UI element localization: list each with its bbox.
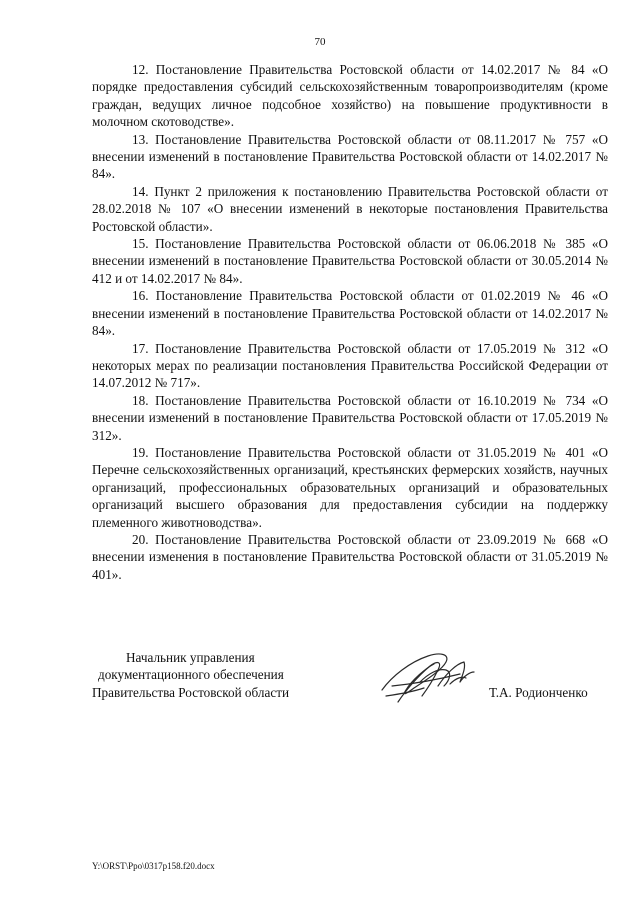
list-item-18: 18. Постановление Правительства Ростовской области от 16.10.2019 № 734 «О внесении изменений в постановление Правительства Ростовской области от 17.05.2019 № 312».	[92, 392, 608, 443]
signatory-name: Т.А. Родионченко	[489, 685, 588, 700]
file-path: Y:\ORST\Ppo\0317p158.f20.docx	[92, 861, 215, 871]
decree-list	[92, 61, 608, 583]
page-number: 70	[314, 36, 326, 48]
list-item-16: 16. Постановление Правительства Ростовской области от 01.02.2019 № 46 «О внесении изменений в постановление Правительства Ростовской области от 14.02.2017 № 84».	[92, 288, 608, 339]
list-item-20: 20. Постановление Правительства Ростовской области от 23.09.2019 № 668 «О внесении изменения в постановление Правительства Ростовской области от 31.05.2019 № 401».	[92, 531, 608, 582]
signatory-title-line-3: Правительства Ростовской области	[92, 684, 290, 700]
signatory-title-line-2: документационного обеспечения	[98, 667, 284, 683]
list-item-17: 17. Постановление Правительства Ростовской области от 17.05.2019 № 312 «О некоторых мерах по реализации постановления Правительства Российской Федерации от 14.07.2012 № 717».	[92, 340, 608, 391]
handwritten-signature	[376, 646, 480, 710]
list-item-19: 19. Постановление Правительства Ростовской области от 31.05.2019 № 401 «О Перечне сельскохозяйственных организаций, крестьянских фермерских хозяйств, научных организаций, профессиональных образовательных организаций и образовательных организаций высшего образования для предоставления субсидии на поддержку племенного животноводства».	[92, 444, 608, 530]
list-item-14: 14. Пункт 2 приложения к постановлению Правительства Ростовской области от 28.02.2018 № 107 «О внесении изменений в некоторые постановления Правительства Ростовской области».	[92, 183, 608, 234]
list-item-12: 12. Постановление Правительства Ростовской области от 14.02.2017 № 84 «О порядке предоставления субсидий сельскохозяйственным товаропроизводителям (кроме граждан, ведущих личное подсобное хозяйство) на повышение продуктивности в молочном скотоводстве».	[92, 62, 608, 130]
signatory-title-line-1: Начальник управления	[126, 650, 255, 665]
list-item-15: 15. Постановление Правительства Ростовской области от 06.06.2018 № 385 «О внесении изменений в постановление Правительства Ростовской области от 30.05.2014 № 412 и от 14.02.2017 № 84».	[92, 236, 608, 286]
signatory-title	[92, 649, 332, 701]
list-item-13: 13. Постановление Правительства Ростовской области от 08.11.2017 № 757 «О внесении изменений в постановление Правительства Ростовской области от 14.02.2017 № 84».	[92, 131, 608, 182]
